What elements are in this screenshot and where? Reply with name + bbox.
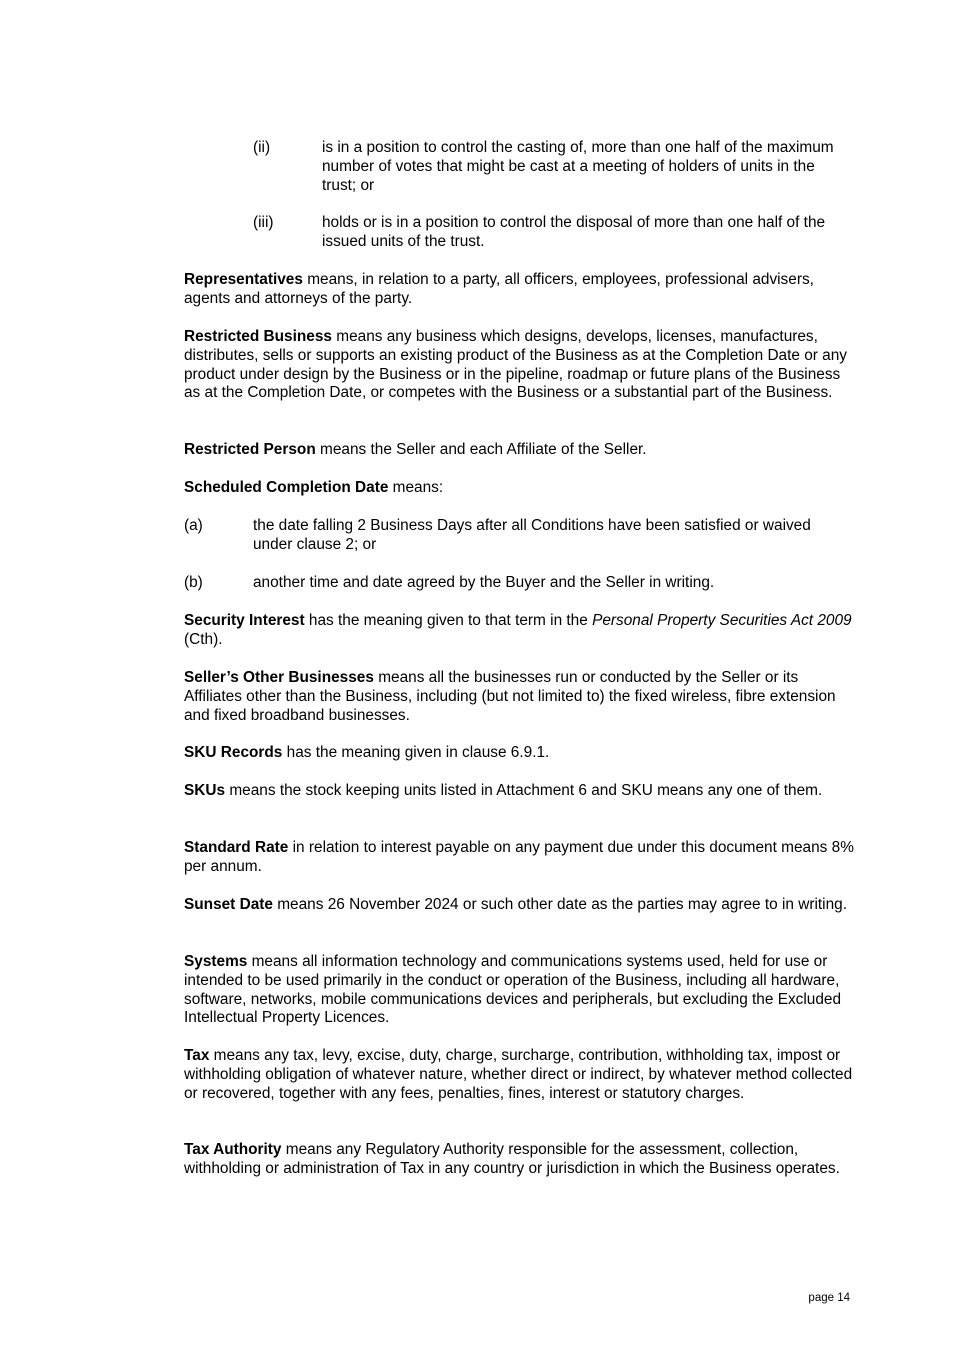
definition-sku-records [184, 744, 856, 763]
page-number: page 14 [808, 1292, 850, 1304]
definition-text: has the meaning given to that term in the [308, 612, 588, 629]
definition-text: means: [392, 479, 444, 496]
definition-text: means all information technology and communications systems used, held for use or intended to be used primarily in the conduct or operation of the Business, including all hardware, software, networks, mobile communications devices and peripherals, but excluding the Excluded Intellectual Property Licences. [184, 953, 842, 1027]
subitem-number: (iii) [253, 214, 274, 231]
definition-tax [184, 1047, 856, 1103]
definition-representatives [184, 271, 856, 309]
definition-restricted-person [184, 441, 856, 460]
definition-security-interest [184, 612, 856, 650]
definition-text: has the meaning given in clause 6.9.1. [286, 744, 550, 761]
definition-term: Seller’s Other Businesses [184, 669, 374, 686]
item-number: (a) [184, 517, 203, 534]
definition-standard-rate [184, 839, 856, 877]
definition-term: Sunset Date [184, 896, 273, 913]
act-title: Personal Property Securities Act 2009 [592, 612, 852, 629]
definition-text: means any Regulatory Authority responsible for the assessment, collection, withholding or administration of Tax in any country or jurisdiction in which the Business operates. [184, 1141, 840, 1177]
definition-text: means the stock keeping units listed in Attachment 6 and SKU means any one of them. [229, 782, 823, 799]
definition-scheduled-completion-date [184, 479, 856, 498]
definition-text-suffix: (Cth). [184, 630, 223, 648]
definition-text: means any tax, levy, excise, duty, charge, surcharge, contribution, withholding tax, impost or withholding obligation of whatever nature, whether direct or indirect, by whatever method collected or recovered, together with any fees, penalties, fines, interest or statutory charges. [184, 1047, 853, 1102]
definition-sellers-other-businesses [184, 669, 856, 725]
definition-text: means 26 November 2024 or such other date as the parties may agree to in writing. [277, 896, 847, 913]
item-number: (b) [184, 574, 203, 591]
definition-term: Tax [184, 1047, 210, 1064]
definition-term: Systems [184, 953, 248, 970]
subitem-number: (ii) [253, 139, 271, 156]
subitem-text: holds or is in a position to control the disposal of more than one half of the issued units of the trust. [322, 214, 826, 250]
definition-sunset-date [184, 896, 856, 915]
definition-term: SKU Records [184, 744, 283, 761]
definition-text: means the Seller and each Affiliate of the Seller. [320, 441, 647, 458]
definition-term: Security Interest [184, 612, 305, 629]
definition-tax-authority [184, 1141, 856, 1179]
definition-text: means all the businesses run or conducted by the Seller or its Affiliates other than the Business, including (but not limited to) the fixed wireless, fibre extension and fixed broadband businesses. [184, 669, 836, 724]
definition-term: Representatives [184, 271, 303, 288]
definition-skus [184, 782, 856, 801]
definition-text: means, in relation to a party, all officers, employees, professional advisers, agents and attorneys of the party. [184, 271, 814, 307]
item-text: another time and date agreed by the Buyer and the Seller in writing. [253, 574, 715, 591]
definition-term: Restricted Person [184, 441, 316, 458]
definition-restricted-business [184, 328, 856, 403]
definition-text: in relation to interest payable on any payment due under this document means 8% per annum. [184, 839, 854, 875]
item-text: the date falling 2 Business Days after all Conditions have been satisfied or waived under clause 2; or [253, 517, 811, 553]
definition-term: Restricted Business [184, 328, 332, 345]
definition-term: SKUs [184, 782, 226, 799]
subitem-text: is in a position to control the casting of, more than one half of the maximum number of votes that might be cast at a meeting of holders of units in the trust; or [322, 139, 834, 194]
definition-systems [184, 953, 856, 1028]
definition-term: Scheduled Completion Date [184, 479, 389, 496]
definition-term: Standard Rate [184, 839, 289, 856]
definition-text: means any business which designs, develops, licenses, manufactures, distributes, sells or supports an existing product of the Business as at the Completion Date or any product under design by the Business or in the pipeline, roadmap or future plans of the Business as at the Completion Date, or competes with the Business or a substantial part of the Business. [184, 328, 847, 402]
definition-term: Tax Authority [184, 1141, 282, 1158]
